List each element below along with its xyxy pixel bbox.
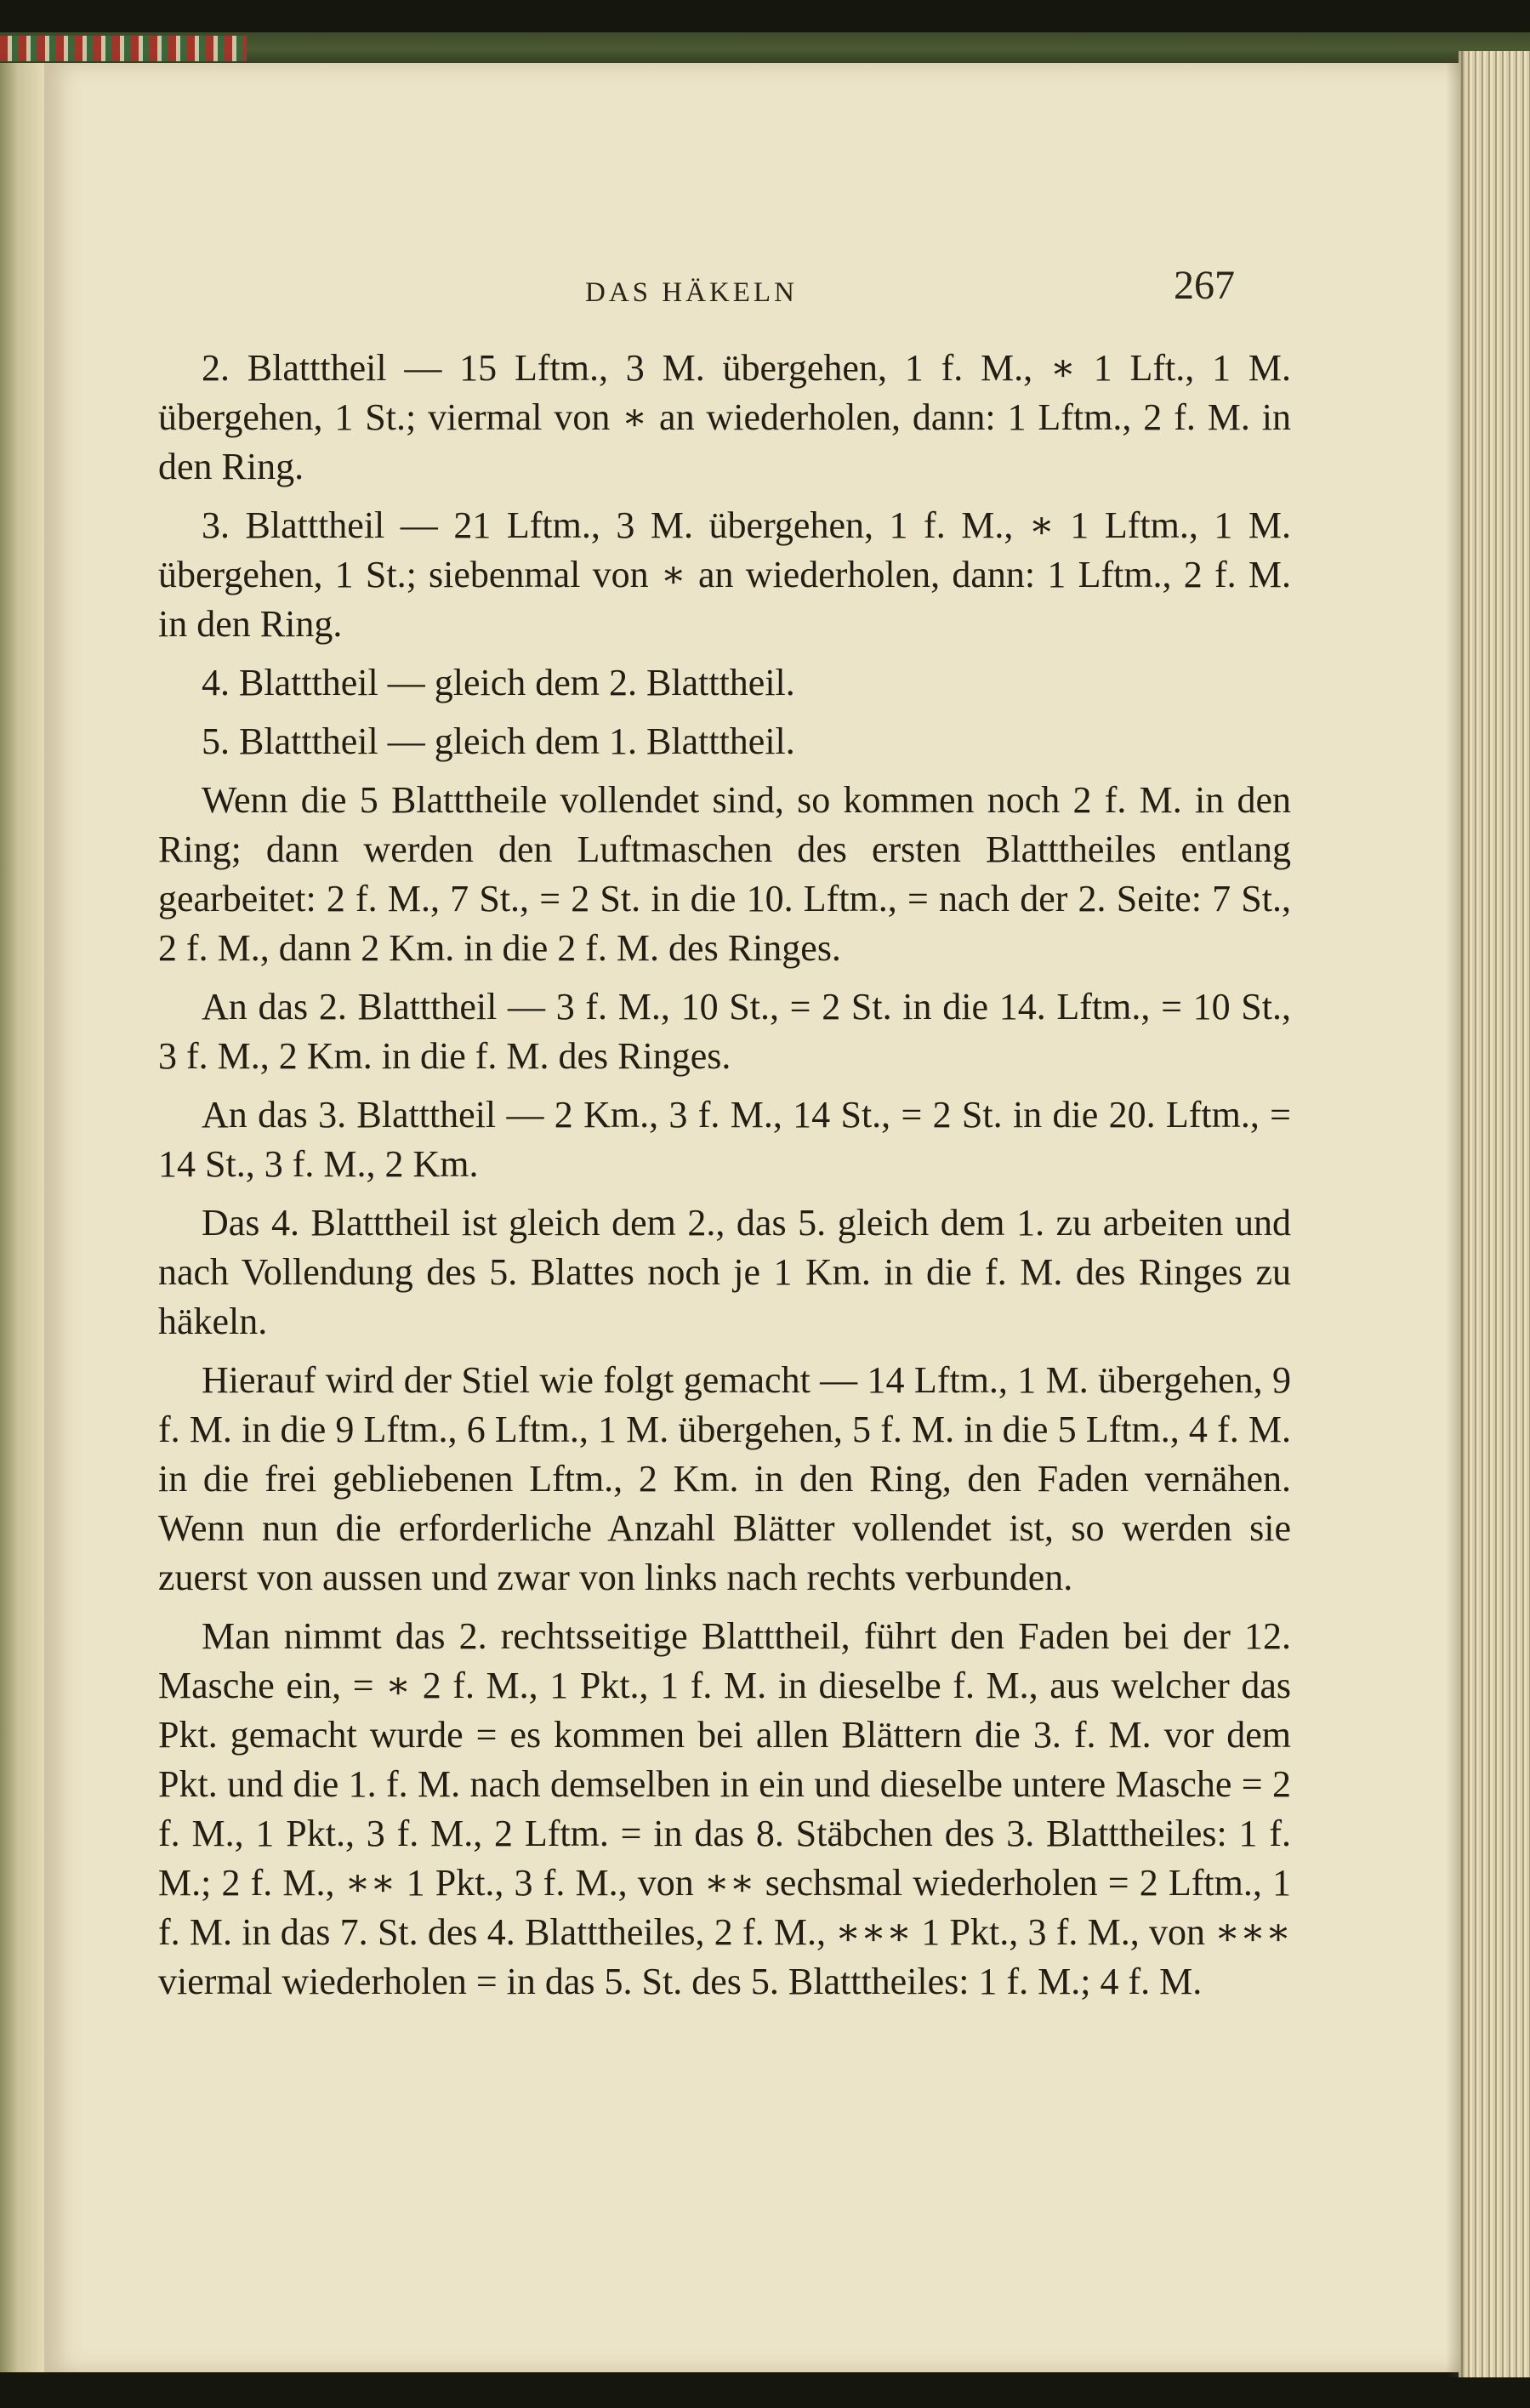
facing-page-edge — [0, 63, 44, 2372]
paragraph-an-das-2: An das 2. Blatttheil — 3 f. M., 10 St., = 2 St. in die 14. Lftm., = 10 St., 3 f. M., 2 Km. in die f. M. des Ringes. — [158, 986, 1291, 1077]
paragraph-3-blatttheil: 3. Blatttheil — 21 Lftm., 3 M. übergehen, 1 f. M., ∗ 1 Lftm., 1 M. übergehen, 1 St.; siebenmal von ∗ an wiederholen, dann: 1 Lftm., 2 f. M. in den Ring. — [158, 504, 1291, 645]
paragraph-das-4: Das 4. Blatttheil ist gleich dem 2., das 5. gleich dem 1. zu arbeiten und nach Vollendung des 5. Blattes noch je 1 Km. in die f. M. des Ringes zu häkeln. — [158, 1202, 1291, 1342]
gutter-shadow — [1446, 51, 1465, 2377]
paragraph-verbinden: Man nimmt das 2. rechtsseitige Blatttheil, führt den Faden bei der 12. Masche ein, = ∗ 2 f. M., 1 Pkt., 1 f. M. in dieselbe f. M., aus welcher das Pkt. gemacht wurde = es kommen bei allen Blättern die 3. f. M. vor dem Pkt. und die 1. f. M. nach demselben in ein und dieselbe untere Masche = 2 f. M., 1 Pkt., 3 f. M., 2 Lftm. = in das 8. Stäbchen des 3. Blatttheiles: 1 f. M.; 2 f. M., ∗∗ 1 Pkt., 3 f. M., von ∗∗ sechsmal wiederholen = 2 Lftm., 1 f. M. in das 7. St. des 4. Blatttheiles, 2 f. M., ∗∗∗ 1 Pkt., 3 f. M., von ∗∗∗ viermal wiederholen = in das 5. St. des 5. Blatttheiles: 1 f. M.; 4 f. M. — [158, 1615, 1291, 2002]
chapter-title: DAS HÄKELN — [585, 277, 798, 308]
page-number: 267 — [1174, 263, 1235, 308]
paragraph-5-blatttheil: 5. Blatttheil — gleich dem 1. Blatttheil. — [202, 720, 795, 762]
page-sheet — [44, 63, 1460, 2372]
paragraph-2-blatttheil: 2. Blatttheil — 15 Lftm., 3 M. übergehen, 1 f. M., ∗ 1 Lft., 1 M. übergehen, 1 St.; viermal von ∗ an wiederholen, dann: 1 Lftm., 2 f. M. in den Ring. — [158, 347, 1291, 487]
body-text — [158, 344, 1291, 2016]
paragraph-ring-edging: Wenn die 5 Blatttheile vollendet sind, so kommen noch 2 f. M. in den Ring; dann werden den Luftmaschen des ersten Blatttheiles entlang gearbeitet: 2 f. M., 7 St., = 2 St. in die 10. Lftm., = nach der 2. Seite: 7 St., 2 f. M., dann 2 Km. in die 2 f. M. des Ringes. — [158, 779, 1291, 969]
paragraph-an-das-3: An das 3. Blatttheil — 2 Km., 3 f. M., 14 St., = 2 St. in die 20. Lftm., = 14 St., 3 f. M., 2 Km. — [158, 1094, 1291, 1185]
paragraph-4-blatttheil: 4. Blatttheil — gleich dem 2. Blatttheil. — [202, 662, 795, 703]
page-stack-edges — [1459, 51, 1530, 2377]
running-head — [44, 262, 1460, 322]
headband-stitching — [0, 36, 247, 61]
paragraph-stiel: Hierauf wird der Stiel wie folgt gemacht — 14 Lftm., 1 M. übergehen, 9 f. M. in die 9 Lftm., 6 Lftm., 1 M. übergehen, 5 f. M. in die 5 Lftm., 4 f. M. in die frei gebliebenen Lftm., 2 Km. in den Ring, den Faden vernähen. Wenn nun die erforderliche Anzahl Blätter vollendet ist, so werden sie zuerst von aussen und zwar von links nach rechts verbunden. — [158, 1359, 1291, 1598]
